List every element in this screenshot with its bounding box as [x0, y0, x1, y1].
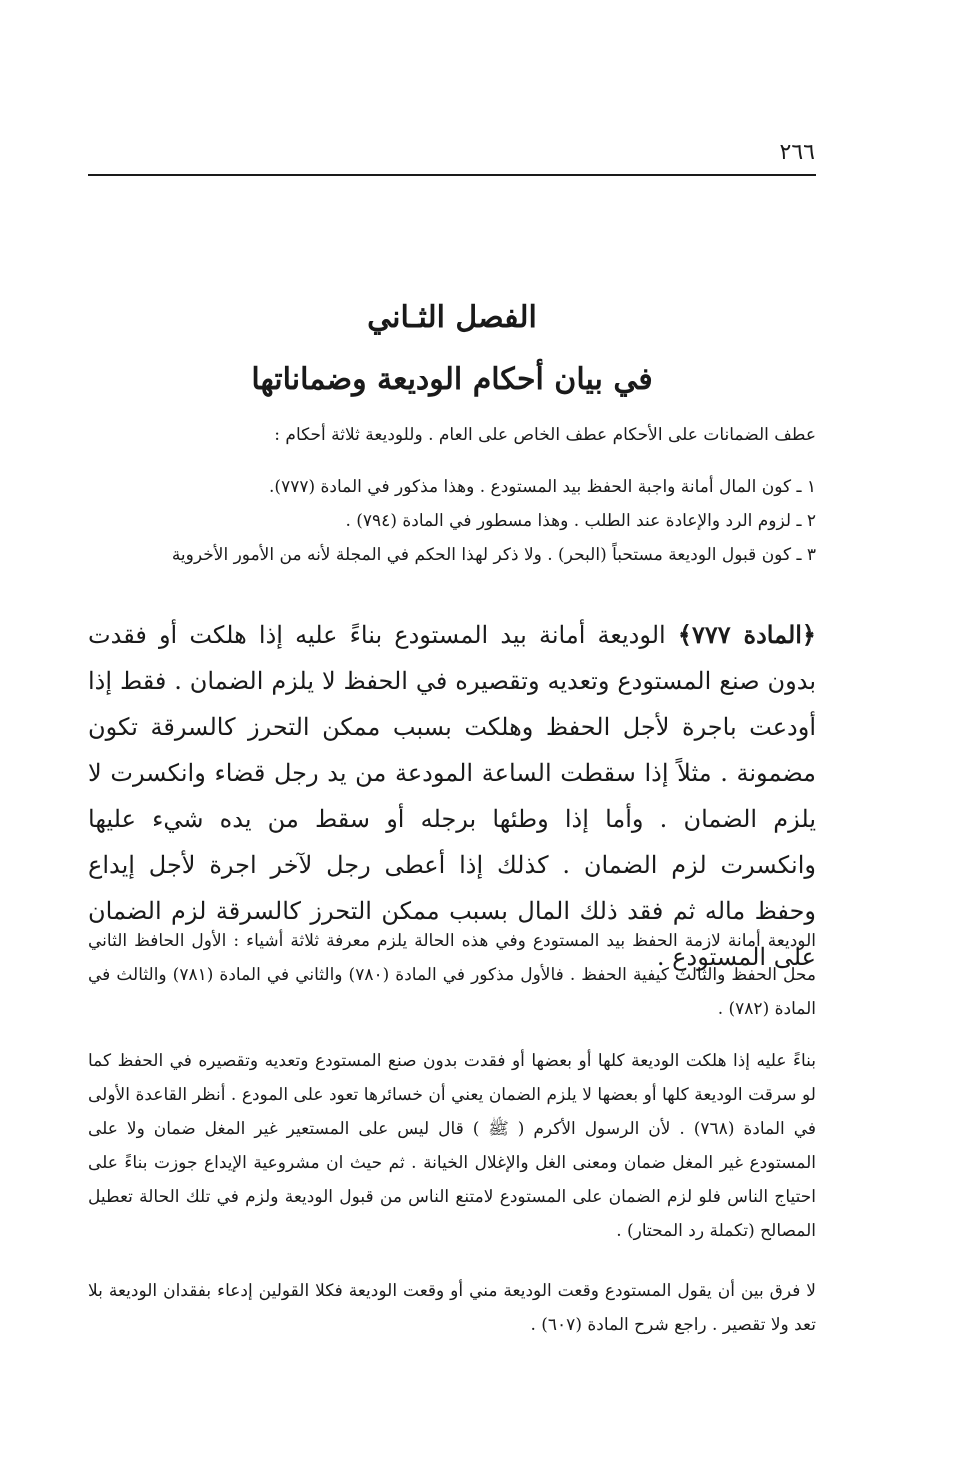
article-label: ﴿المادة ٧٧٧﴾	[677, 620, 816, 649]
chapter-title: الفصل الثـاني	[367, 300, 537, 335]
commentary-paragraph: الوديعة أمانة لازمة الحفظ بيد المستودع وفي هذه الحالة يلزم معرفة ثلاثة أشياء : الأول الحافظ الثاني محل الحفظ والثالث كيفية الحفظ . فالأول مذكور في المادة (٧٨٠) والثاني في المادة (٧٨١) والثالث في المادة (٧٨٢) .	[88, 931, 817, 1019]
commentary-paragraph: لا فرق بين أن يقول المستودع وقعت الوديعة مني أو وقعت الوديعة فكلا القولين إدعاء بفقدان الوديعة بلا تعد ولا تقصير . راجع شرح المادة (٦٠٧) .	[88, 1281, 816, 1335]
rule-item: ٢ ـ لزوم الرد والإعادة عند الطلب . وهذا مسطور في المادة (٧٩٤) .	[345, 511, 816, 531]
rule-item: ٣ ـ كون قبول الوديعة مستحباً (البحر) . ولا ذكر لهذا الحكم في المجلة لأنه من الأمور الأخروية	[171, 545, 816, 565]
article-text: الوديعة أمانة بيد المستودع بناءً عليه إذا هلكت أو فقدت بدون صنع المستودع وتعديه وتقصيره في الحفظ لا يلزم الضمان . فقط إذا أودعت باجرة لأجل الحفظ وهلكت بسبب ممكن التحرز كالسرقة تكون مضمونة . مثلاً إذا سقطت الساعة المودعة من يد رجل قضاء وانكسرت لا يلزم الضمان . وأما إذا وطئها برجله أو سقط من يده شيء عليها وانكسرت لزم الضمان . كذلك إذا أعطى رجل لآخر اجرة لأجل إيداع وحفظ ماله ثم فقد ذلك المال بسبب ممكن التحرز كالسرقة لزم الضمان على المستودع .	[88, 621, 816, 971]
commentary-paragraph: بناءً عليه إذا هلكت الوديعة كلها أو بعضها أو فقدت بدون صنع المستودع وتعديه وتقصيره في الحفظ كما لو سرقت الوديعة كلها أو بعضها لا يلزم الضمان يعني أن خسائرها تعود على المودع . أنظر القاعدة الأولى في المادة (٧٦٨) . لأن الرسول الأكرم ( ﷺ ) قال ليس على المستعير غير المغل ضمان ولا على المستودع غير المغل ضمان ومعنى الغل والإغلال الخيانة . ثم حيث ان مشروعية الإيداع جوزت بناءً على احتياج الناس فلو لزم الضمان على المستودع لامتنع الناس من قبول الوديعة ولزم في تلك الحالة تعطيل المصالح (تكملة رد المحتار) .	[88, 1051, 817, 1241]
intro-paragraph: عطف الضمانات على الأحكام عطف الخاص على العام . وللوديعة ثلاثة أحكام :	[274, 425, 816, 445]
rule-item: ١ ـ كون المال أمانة واجبة الحفظ بيد المستودع . وهذا مذكور في المادة (٧٧٧).	[269, 477, 816, 497]
page-number: ٢٦٦	[779, 140, 815, 165]
chapter-subtitle: في بيان أحكام الوديعة وضماناتها	[251, 362, 653, 397]
header-rule	[88, 174, 816, 176]
rules-list	[88, 470, 816, 572]
